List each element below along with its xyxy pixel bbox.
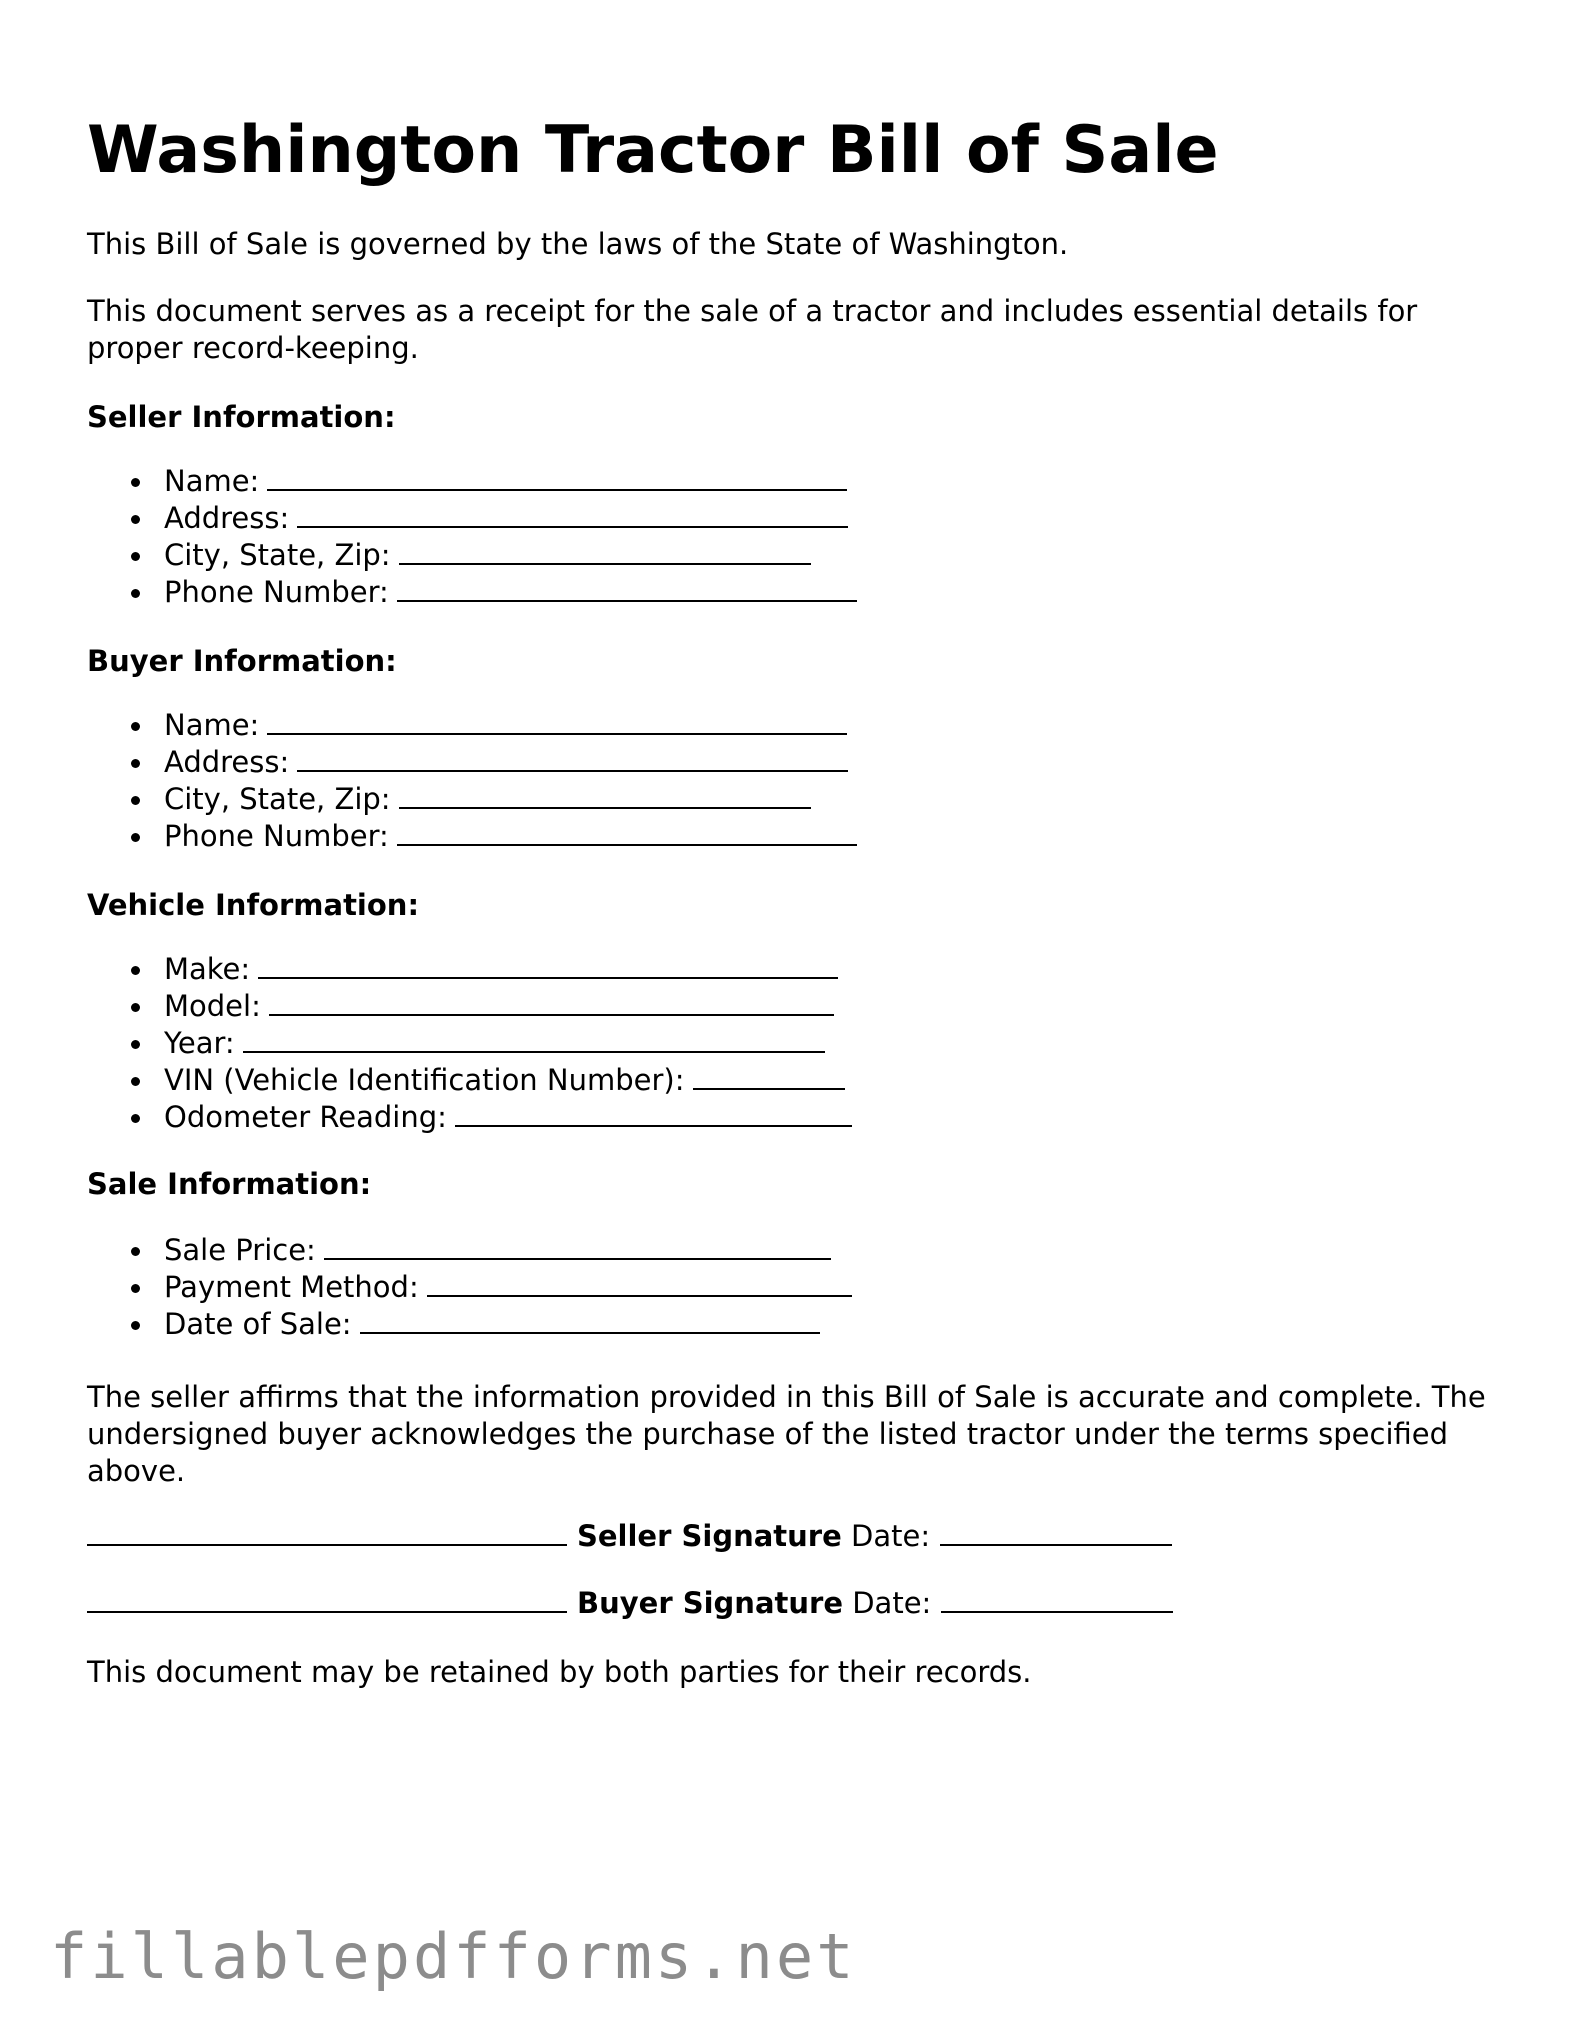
field-label: VIN (Vehicle Identification Number): [164,1063,685,1097]
field-label: Odometer Reading: [164,1100,447,1134]
buyer-city-field[interactable] [87,781,857,818]
blank-line[interactable] [267,709,847,735]
blank-line[interactable] [455,1101,852,1127]
field-label: Year: [164,1026,235,1060]
blank-line[interactable] [297,746,848,772]
field-label: Address: [164,501,290,535]
buyer-date-line[interactable] [941,1587,1173,1613]
blank-line[interactable] [360,1308,820,1334]
seller-address-field[interactable] [87,500,857,537]
date-label: Date: [851,1519,931,1553]
governing-law-text: This Bill of Sale is governed by the laws of the State of Washington. [87,227,1069,261]
seller-city-field[interactable] [87,537,857,574]
buyer-heading: Buyer Information: [87,644,397,678]
blank-line[interactable] [243,1027,825,1053]
field-label: Phone Number: [164,819,389,853]
blank-line[interactable] [324,1234,831,1260]
buyer-name-field[interactable] [87,707,857,744]
date-label: Date: [852,1586,932,1620]
vehicle-year-field[interactable] [87,1025,852,1062]
sale-date-field[interactable] [87,1306,852,1343]
affirmation-text: The seller affirms that the information provided in this Bill of Sale is accurate and complete. The undersigned buyer acknowledges the purchase of the listed tractor under the terms specified above. [87,1380,1486,1488]
field-label: City, State, Zip: [164,782,391,816]
seller-phone-field[interactable] [87,574,857,611]
seller-heading: Seller Information: [87,400,396,434]
blank-line[interactable] [397,820,857,846]
vehicle-heading: Vehicle Information: [87,888,420,922]
field-label: Name: [164,464,260,498]
purpose-text: This document serves as a receipt for the sale of a tractor and includes essential details for proper record-keeping. [87,294,1418,365]
vehicle-odometer-field[interactable] [87,1099,852,1136]
closing-text: This document may be retained by both parties for their records. [87,1655,1032,1689]
vehicle-vin-field[interactable] [87,1062,852,1099]
seller-fields [87,463,857,611]
buyer-phone-field[interactable] [87,818,857,855]
field-label: Phone Number: [164,575,389,609]
vehicle-model-field[interactable] [87,988,852,1025]
field-label: Model: [164,989,261,1023]
vehicle-make-field[interactable] [87,951,852,988]
seller-name-field[interactable] [87,463,857,500]
seller-signature-label: Seller Signature [577,1519,842,1553]
blank-line[interactable] [267,465,847,491]
sale-price-field[interactable] [87,1232,852,1269]
buyer-address-field[interactable] [87,744,857,781]
buyer-signature-line[interactable] [87,1587,567,1613]
field-label: Payment Method: [164,1270,419,1304]
seller-signature-row [87,1518,1172,1555]
watermark: fillablepdfforms.net [50,1920,857,1993]
blank-line[interactable] [269,990,834,1016]
field-label: Address: [164,745,290,779]
blank-line[interactable] [297,502,848,528]
field-label: Sale Price: [164,1233,316,1267]
field-label: Make: [164,952,251,986]
seller-date-line[interactable] [940,1520,1172,1546]
blank-line[interactable] [258,953,838,979]
sale-fields [87,1232,852,1343]
field-label: Date of Sale: [164,1307,352,1341]
blank-line[interactable] [693,1064,845,1090]
blank-line[interactable] [399,783,811,809]
page-title: Washington Tractor Bill of Sale [87,113,1219,188]
buyer-fields [87,707,857,855]
sale-heading: Sale Information: [87,1167,372,1201]
field-label: City, State, Zip: [164,538,391,572]
buyer-signature-label: Buyer Signature [577,1586,843,1620]
seller-signature-line[interactable] [87,1520,567,1546]
blank-line[interactable] [397,576,857,602]
blank-line[interactable] [399,539,811,565]
buyer-signature-row [87,1585,1173,1622]
blank-line[interactable] [427,1271,852,1297]
field-label: Name: [164,708,260,742]
vehicle-fields [87,951,852,1136]
payment-method-field[interactable] [87,1269,852,1306]
